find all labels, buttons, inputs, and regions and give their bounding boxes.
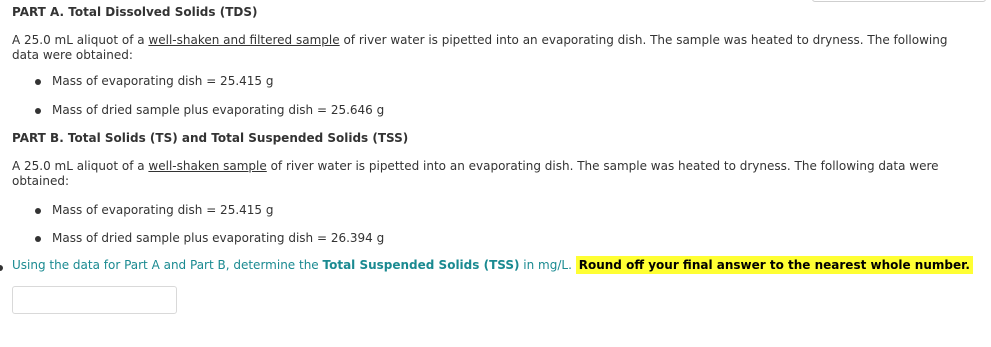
bullet-icon bbox=[35, 79, 41, 85]
part-a-intro bbox=[12, 33, 952, 63]
part-a-dried-mass: Mass of dried sample plus evaporating dish = 25.646 g bbox=[52, 103, 385, 117]
part-a-sample-term: well-shaken and filtered sample bbox=[148, 33, 340, 47]
question-tss-term: Total Suspended Solids (TSS) bbox=[322, 258, 520, 272]
list-item bbox=[52, 74, 273, 88]
list-item bbox=[52, 231, 384, 245]
part-a-intro-text-rest: of river water is pipetted into an evaporating dish. The sample was heated to dryness. The following data were obtained: bbox=[12, 33, 948, 62]
part-b-intro-text: A 25.0 mL aliquot of a bbox=[12, 159, 149, 173]
list-item bbox=[52, 203, 273, 217]
part-b-heading: PART B. Total Solids (TS) and Total Suspended Solids (TSS) bbox=[12, 131, 409, 145]
part-a-heading: PART A. Total Dissolved Solids (TDS) bbox=[12, 5, 258, 19]
bullet-icon bbox=[35, 208, 41, 214]
part-b-intro bbox=[12, 159, 952, 189]
bullet-icon bbox=[35, 108, 41, 114]
rounding-instruction: Round off your final answer to the nearest whole number. bbox=[576, 256, 973, 274]
question-text: Using the data for Part A and Part B, determine the bbox=[12, 258, 323, 272]
question-bullet-icon bbox=[0, 265, 3, 271]
part-a-intro-text: A 25.0 mL aliquot of a bbox=[12, 33, 149, 47]
part-b-dish-mass: Mass of evaporating dish = 25.415 g bbox=[52, 203, 274, 217]
bullet-icon bbox=[35, 236, 41, 242]
previous-answer-field[interactable] bbox=[812, 0, 986, 2]
answer-input[interactable] bbox=[12, 286, 177, 314]
part-b-intro-text-rest: of river water is pipetted into an evaporating dish. The sample was heated to dryness. The following data were obtained: bbox=[12, 159, 939, 188]
part-b-sample-term: well-shaken sample bbox=[148, 159, 267, 173]
question-unit-text: in mg/L. bbox=[519, 258, 572, 272]
part-a-dish-mass: Mass of evaporating dish = 25.415 g bbox=[52, 74, 274, 88]
question-prompt bbox=[12, 258, 973, 273]
part-b-dried-mass: Mass of dried sample plus evaporating dish = 26.394 g bbox=[52, 231, 385, 245]
list-item bbox=[52, 103, 384, 117]
